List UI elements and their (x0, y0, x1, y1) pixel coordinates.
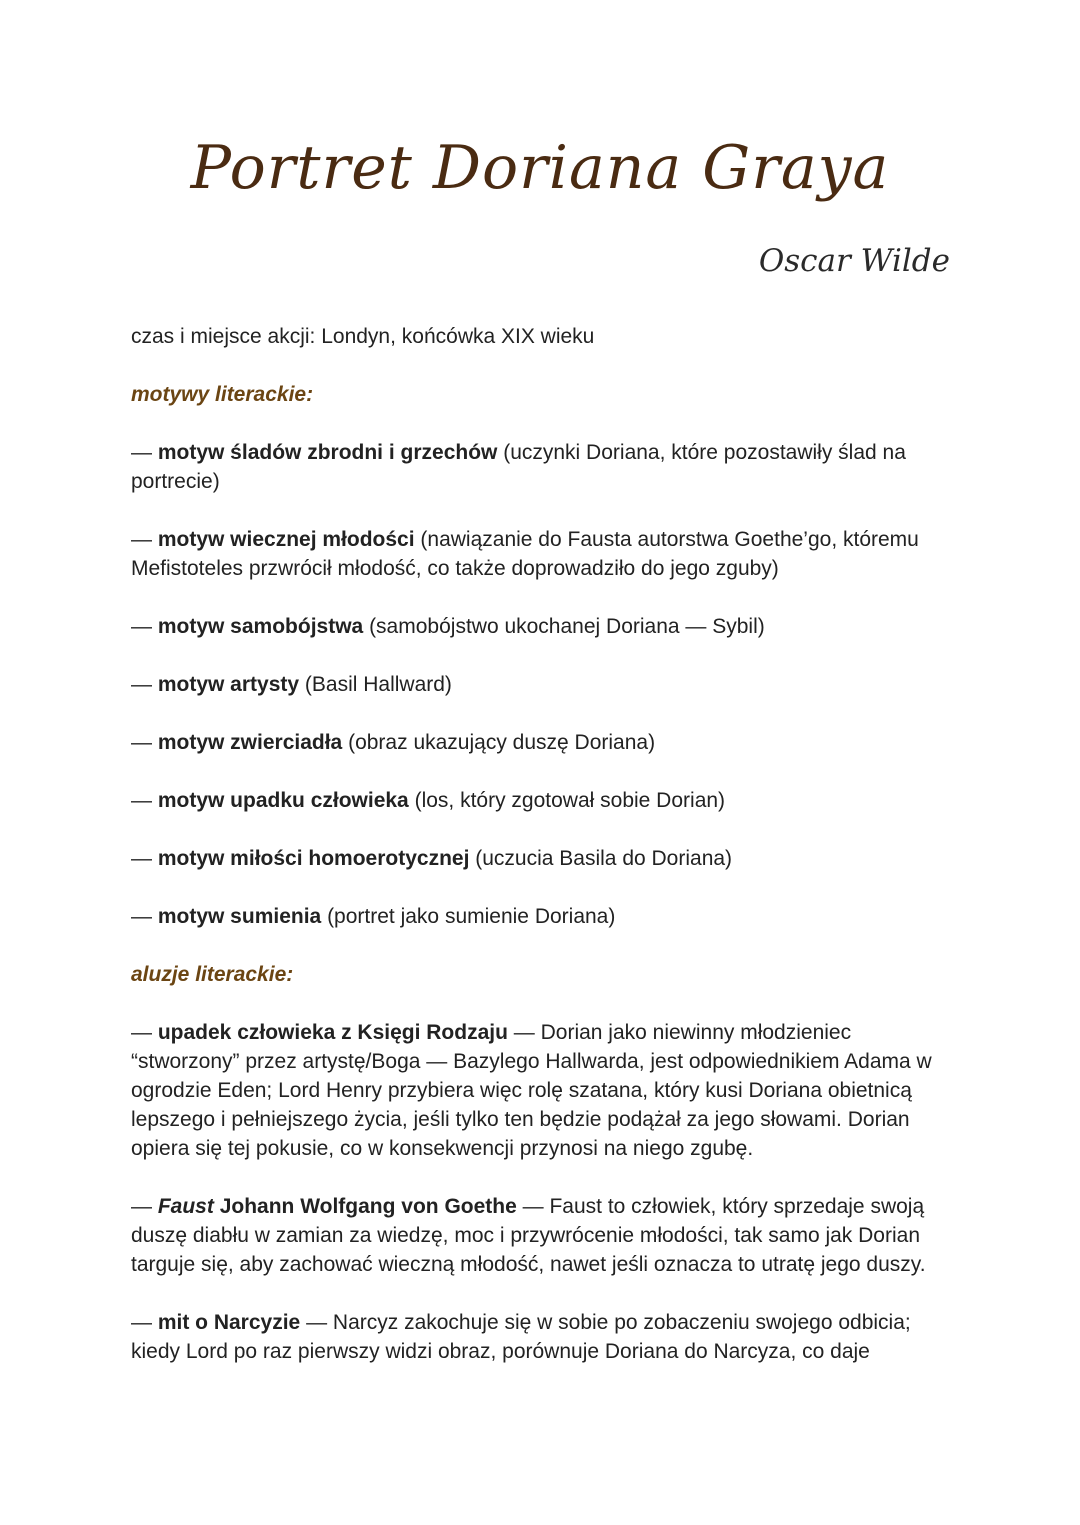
document-title: Portret Doriana Graya (190, 133, 890, 203)
document-body (131, 322, 953, 1395)
allusion-item: — upadek człowieka z Księgi Rodzaju — Dorian jako niewinny młodzieniec “stworzony” przez artystę/Boga — Bazylego Hallwarda, jest odpowiednikiem Adama w ogrodzie Eden; Lord Henry przybiera więc rolę szatana, który kusi Doriana obietnicą lepszego i pełniejszego życia, jeśli tylko ten będzie podążał za jego słowami. Dorian opiera się tej pokusie, co w konsekwencji przynosi na niego zgubę. (131, 1021, 932, 1160)
motifs-heading: motywy literackie: (131, 383, 314, 406)
document-author: Oscar Wilde (758, 243, 950, 279)
setting-line: czas i miejsce akcji: Londyn, końcówka XIX wieku (131, 325, 595, 348)
motif-item: — motyw miłości homoerotycznej (uczucia Basila do Doriana) (131, 847, 733, 870)
motif-item: — motyw artysty (Basil Hallward) (131, 673, 452, 696)
motif-item: — motyw wiecznej młodości (nawiązanie do Fausta autorstwa Goethe’go, któremu Mefistoteles przwrócił młodość, co także doprowadziło do jego zguby) (131, 528, 919, 580)
allusion-item: — Faust Johann Wolfgang von Goethe — Faust to człowiek, który sprzedaje swoją duszę diabłu w zamian za wiedzę, moc i przywrócenie młodości, tak samo jak Dorian targuje się, aby zachować wieczną młodość, nawet jeśli oznacza to utratę jego duszy. (131, 1195, 926, 1276)
motif-item: — motyw samobójstwa (samobójstwo ukochanej Doriana — Sybil) (131, 615, 765, 638)
motif-item: — motyw sumienia (portret jako sumienie Doriana) (131, 905, 616, 928)
allusion-item: — mit o Narcyzie — Narcyz zakochuje się w sobie po zobaczeniu swojego odbicia; kiedy Lord po raz pierwszy widzi obraz, porównuje Doriana do Narcyza, co daje (131, 1311, 911, 1363)
motif-item: — motyw upadku człowieka (los, który zgotował sobie Dorian) (131, 789, 726, 812)
motif-item: — motyw zwierciadła (obraz ukazujący duszę Doriana) (131, 731, 656, 754)
motif-item: — motyw śladów zbrodni i grzechów (uczynki Doriana, które pozostawiły ślad na portrecie) (131, 441, 906, 493)
allusions-heading: aluzje literackie: (131, 963, 294, 986)
